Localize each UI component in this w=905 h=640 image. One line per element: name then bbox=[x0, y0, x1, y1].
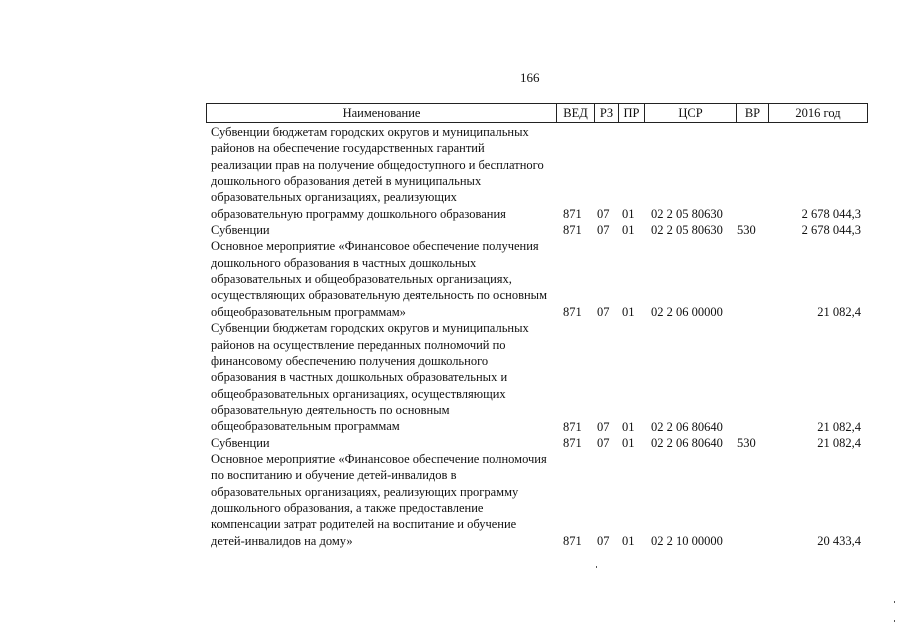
row-pr: 01 bbox=[622, 419, 635, 434]
row-name-line: образовательную деятельность по основным bbox=[211, 402, 450, 417]
row-name-line: общеобразовательных организациях, осуществляющих bbox=[211, 386, 506, 401]
row-rz: 07 bbox=[597, 419, 610, 434]
row-ved: 871 bbox=[563, 419, 582, 434]
row-name-line: детей-инвалидов на дому» bbox=[211, 533, 353, 548]
row-name-line: дошкольного образования, а также предоставление bbox=[211, 501, 484, 516]
header-name: Наименование bbox=[207, 104, 557, 122]
row-ved: 871 bbox=[563, 207, 582, 222]
row-name-line: компенсации затрат родителей на воспитание и обучение bbox=[211, 517, 517, 532]
row-vr: 530 bbox=[737, 435, 756, 450]
row-amount: 2 678 044,3 bbox=[801, 207, 861, 222]
row-rz: 07 bbox=[597, 207, 610, 222]
row-name bbox=[211, 238, 561, 320]
scan-speck bbox=[894, 620, 895, 622]
scan-speck bbox=[894, 601, 895, 603]
row-name-line: осуществляющих образовательную деятельность по основным bbox=[211, 288, 547, 303]
page-number: 166 bbox=[520, 70, 540, 85]
table-row bbox=[0, 222, 905, 238]
row-csr: 02 2 06 80640 bbox=[651, 419, 723, 434]
row-csr: 02 2 10 00000 bbox=[651, 534, 723, 549]
row-name-line: общеобразовательным программам bbox=[211, 419, 400, 434]
header-ved: ВЕД bbox=[557, 104, 595, 122]
row-name bbox=[211, 435, 561, 451]
table-row bbox=[0, 124, 905, 222]
row-name-line: образовательных организациях, реализующих bbox=[211, 190, 457, 205]
row-pr: 01 bbox=[622, 207, 635, 222]
row-csr: 02 2 06 80640 bbox=[651, 435, 723, 450]
row-rz: 07 bbox=[597, 223, 610, 238]
row-amount: 2 678 044,3 bbox=[801, 223, 861, 238]
scan-speck bbox=[596, 566, 597, 568]
table-row bbox=[0, 320, 905, 434]
row-name-line: образовательных и общеобразовательных организациях, bbox=[211, 272, 512, 287]
row-amount: 21 082,4 bbox=[817, 419, 861, 434]
row-pr: 01 bbox=[622, 305, 635, 320]
row-name-line: финансовому обеспечению получения дошкольного bbox=[211, 353, 489, 368]
row-name bbox=[211, 124, 561, 222]
row-name-line: реализации прав на получение общедоступного и бесплатного bbox=[211, 157, 544, 172]
row-name bbox=[211, 222, 561, 238]
row-name-line: Субвенции бюджетам городских округов и муниципальных bbox=[211, 321, 529, 336]
row-pr: 01 bbox=[622, 223, 635, 238]
row-ved: 871 bbox=[563, 534, 582, 549]
header-pr: ПР bbox=[619, 104, 645, 122]
row-name-line: Субвенции bbox=[211, 223, 270, 238]
header-year: 2016 год bbox=[795, 106, 841, 120]
row-amount: 20 433,4 bbox=[817, 534, 861, 549]
row-ved: 871 bbox=[563, 305, 582, 320]
row-name-line: Основное мероприятие «Финансовое обеспечение полномочия bbox=[211, 452, 547, 466]
row-vr: 530 bbox=[737, 223, 756, 238]
row-name-line: образовательную программу дошкольного образования bbox=[211, 206, 506, 221]
row-name-line: Субвенции бюджетам городских округов и муниципальных bbox=[211, 125, 529, 139]
row-amount: 21 082,4 bbox=[817, 435, 861, 450]
row-amount: 21 082,4 bbox=[817, 305, 861, 320]
table-row bbox=[0, 238, 905, 320]
row-csr: 02 2 05 80630 bbox=[651, 207, 723, 222]
row-ved: 871 bbox=[563, 435, 582, 450]
header-csr: ЦСР bbox=[645, 104, 737, 122]
row-rz: 07 bbox=[597, 435, 610, 450]
row-rz: 07 bbox=[597, 534, 610, 549]
header-vr: ВР bbox=[737, 104, 769, 122]
row-name-line: общеобразовательным программам» bbox=[211, 304, 406, 319]
table-row bbox=[0, 435, 905, 451]
row-name-line: Основное мероприятие «Финансовое обеспечение получения bbox=[211, 239, 539, 254]
row-pr: 01 bbox=[622, 534, 635, 549]
row-name bbox=[211, 451, 561, 549]
row-name-line: дошкольного образования детей в муниципальных bbox=[211, 174, 482, 189]
row-name-line: образования в частных дошкольных образовательных и bbox=[211, 370, 508, 385]
row-name-line: по воспитанию и обучение детей-инвалидов в bbox=[211, 468, 457, 483]
row-name bbox=[211, 320, 561, 434]
row-csr: 02 2 06 00000 bbox=[651, 305, 723, 320]
row-ved: 871 bbox=[563, 223, 582, 238]
row-pr: 01 bbox=[622, 435, 635, 450]
row-rz: 07 bbox=[597, 305, 610, 320]
row-name-line: дошкольного образования в частных дошкольных bbox=[211, 255, 477, 270]
row-csr: 02 2 05 80630 bbox=[651, 223, 723, 238]
row-name-line: образовательных организациях, реализующих программу bbox=[211, 484, 519, 499]
row-name-line: Субвенции bbox=[211, 435, 270, 450]
header-rz: РЗ bbox=[595, 104, 619, 122]
row-name-line: районов на осуществление переданных полномочий по bbox=[211, 337, 506, 352]
row-name-line: районов на обеспечение государственных гарантий bbox=[211, 141, 485, 156]
table-row bbox=[0, 451, 905, 549]
